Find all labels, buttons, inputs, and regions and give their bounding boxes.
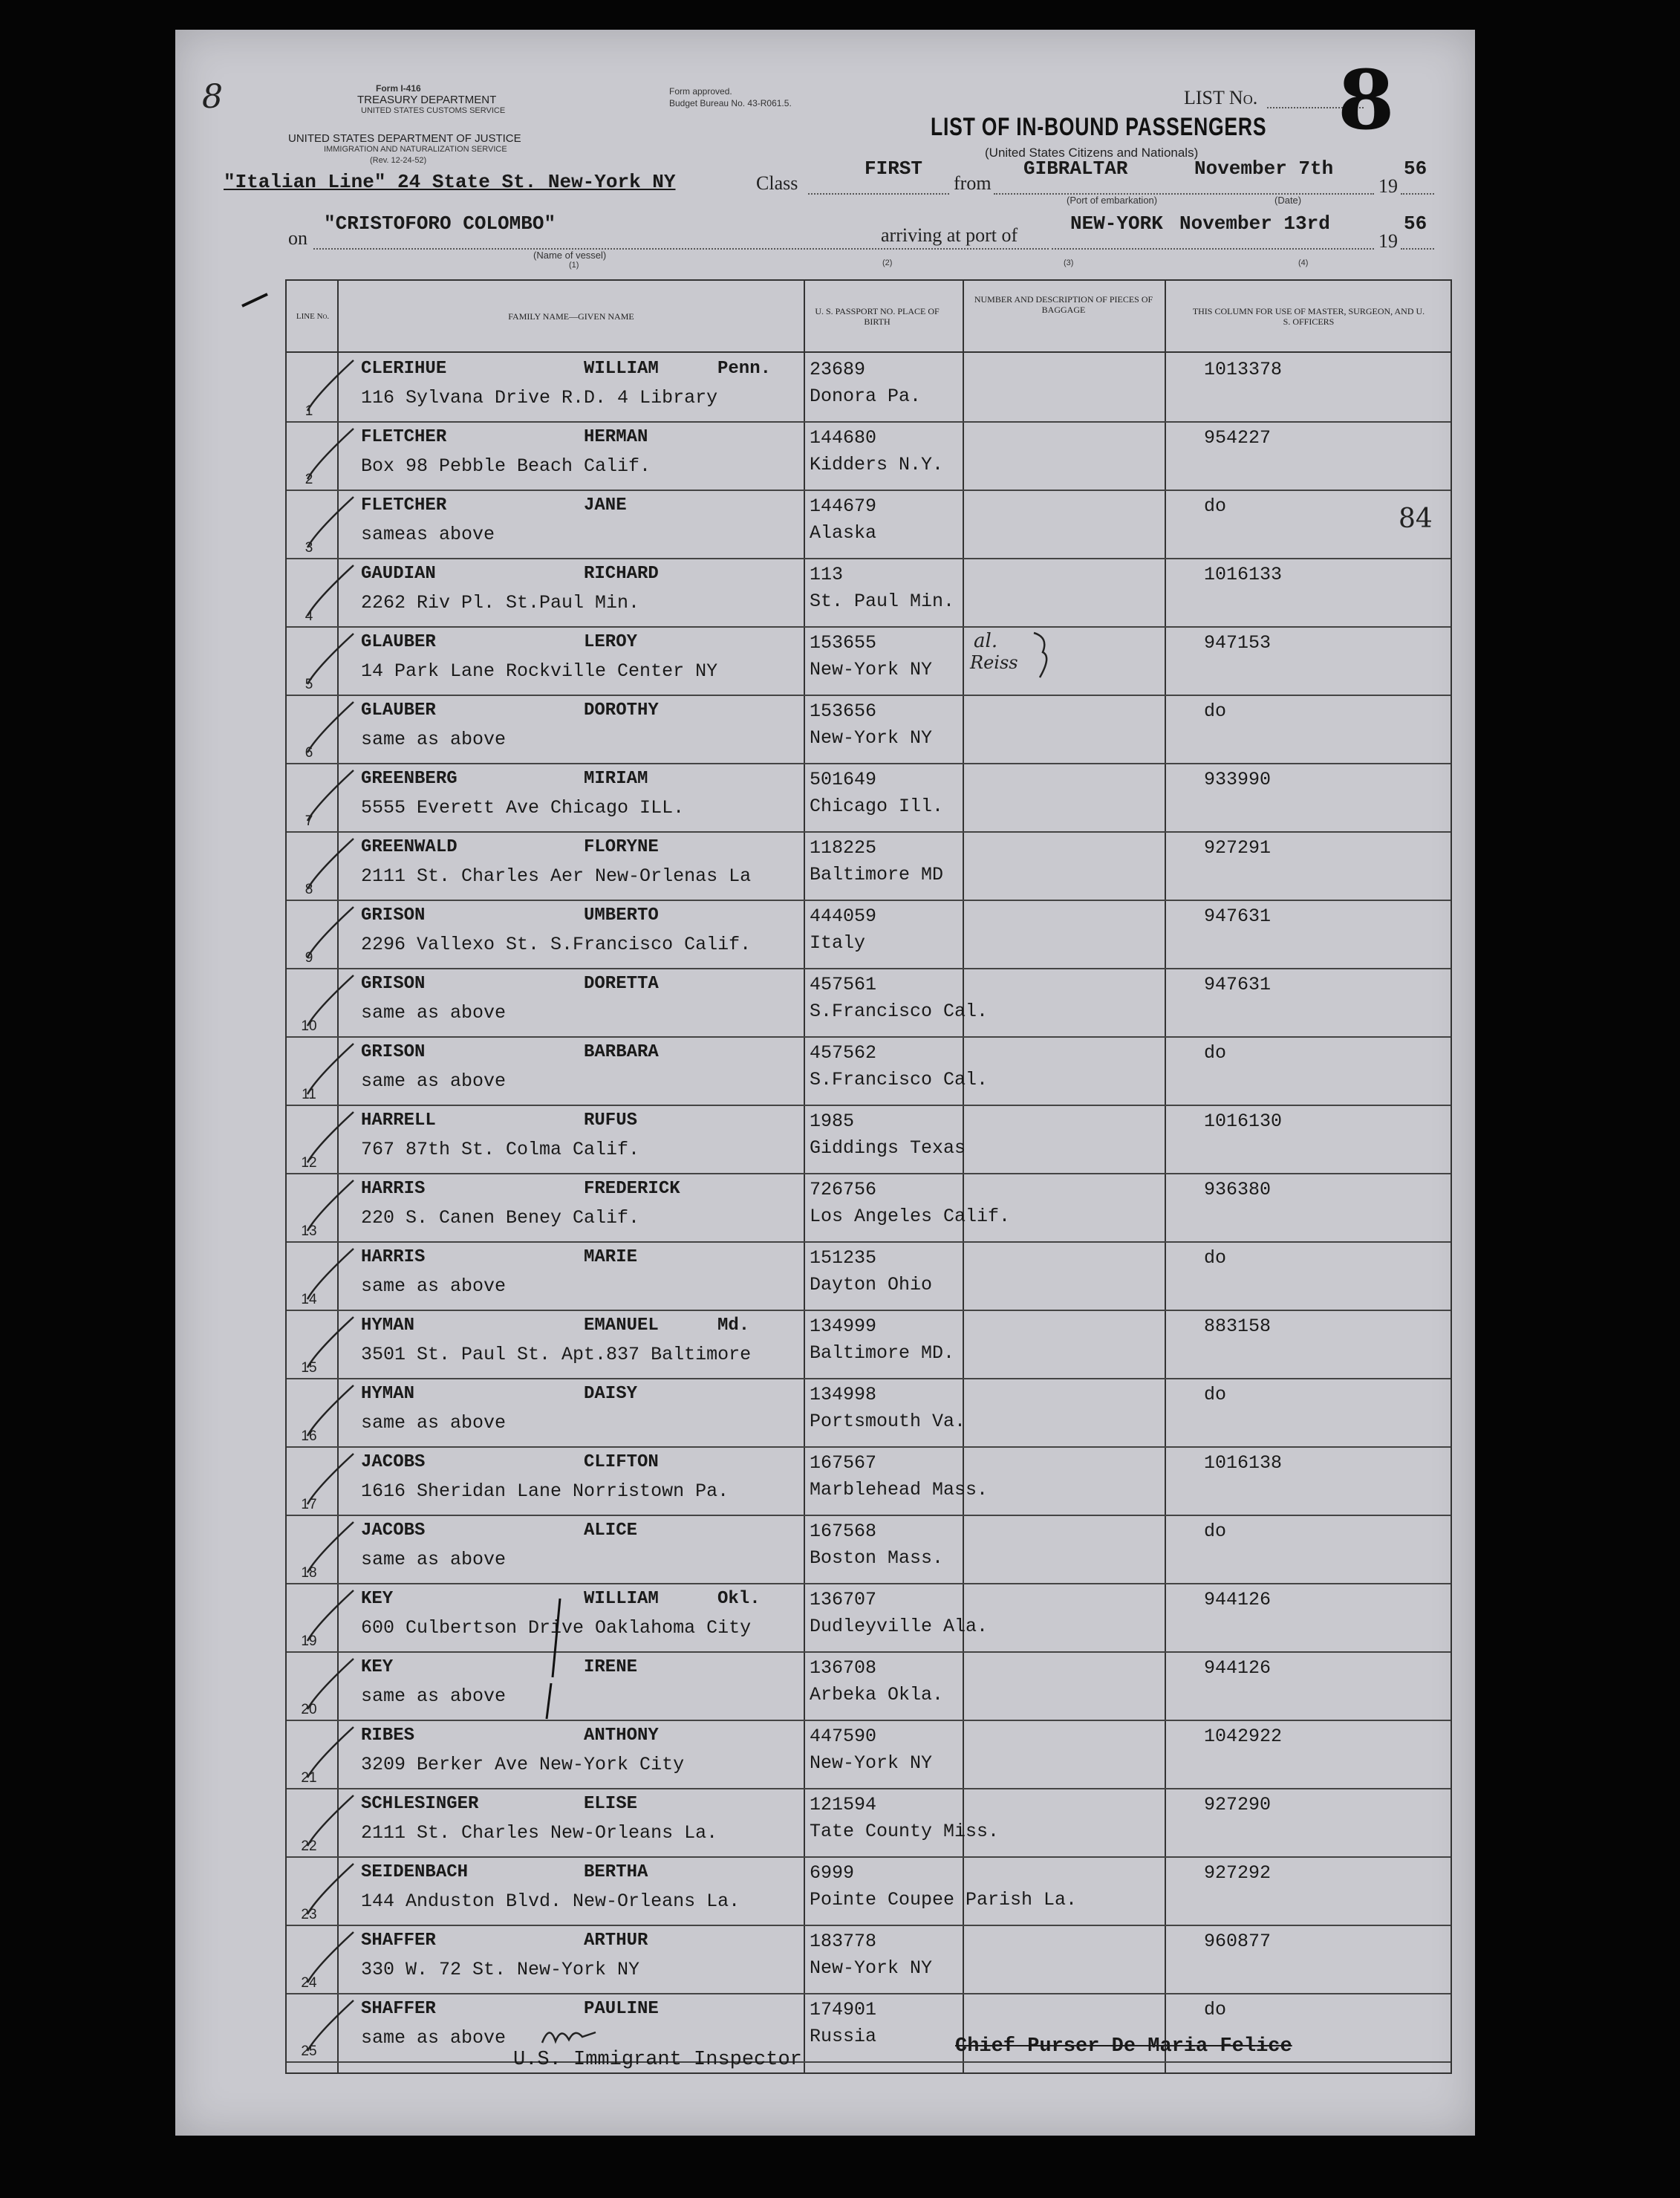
family-name: JACOBS: [361, 1452, 426, 1472]
family-name: FLETCHER: [361, 495, 447, 516]
line-number: 12: [301, 1155, 317, 1171]
line-number: 1: [305, 403, 313, 419]
column-caption-2: (2): [882, 259, 893, 267]
line-number: 25: [301, 2043, 317, 2059]
family-name: GREENWALD: [361, 837, 458, 857]
given-name: JANE: [584, 495, 627, 516]
given-name: MARIE: [584, 1247, 638, 1267]
passenger-table: [285, 279, 1452, 2074]
address: same as above: [361, 1070, 507, 1092]
given-name: ELISE: [584, 1794, 638, 1814]
table-row: [287, 1515, 1451, 1584]
family-name: SEIDENBACH: [361, 1862, 469, 1882]
place-of-birth: Kidders N.Y.: [810, 454, 944, 475]
line-number: 8: [305, 882, 313, 897]
family-name: FLETCHER: [361, 427, 447, 447]
given-name: WILLIAM: [584, 359, 659, 379]
officer-number: 936380: [1204, 1179, 1272, 1200]
key-rows-vertical-mark: [539, 1596, 569, 1722]
port-embarkation-caption: (Port of embarkation): [1067, 195, 1158, 206]
arriving-label: arriving at port of: [878, 224, 1020, 247]
given-name: UMBERTO: [584, 905, 659, 926]
page-subtitle: (United States Citizens and Nationals): [985, 146, 1199, 160]
given-name: BARBARA: [584, 1042, 659, 1062]
table-row: [287, 900, 1451, 969]
family-name: CLERIHUE: [361, 359, 447, 379]
table-row: [287, 558, 1451, 628]
officer-number: 927290: [1204, 1794, 1272, 1815]
line-number: 22: [301, 1838, 317, 1854]
port-of-embarkation: GIBRALTAR: [1023, 157, 1128, 180]
table-row: [287, 1173, 1451, 1243]
arrival-year-line: [1401, 248, 1434, 250]
place-of-birth: Giddings Texas: [810, 1137, 966, 1159]
given-name: MIRIAM: [584, 769, 648, 789]
table-row: [287, 1310, 1451, 1379]
inspector-label: U.S. Immigrant Inspector: [513, 2049, 802, 2071]
column-caption-3: (3): [1064, 259, 1074, 267]
passport-number: 1985: [810, 1111, 855, 1132]
given-name: ANTHONY: [584, 1726, 659, 1746]
line-number: 16: [301, 1428, 317, 1444]
embarkation-date: November 7th: [1194, 157, 1334, 180]
passport-number: 121594: [810, 1794, 877, 1815]
line-number: 15: [301, 1360, 317, 1376]
family-name: HARRIS: [361, 1247, 426, 1267]
place-of-birth: Arbeka Okla.: [810, 1684, 944, 1706]
line-number: 7: [305, 813, 313, 829]
family-name: GRISON: [361, 1042, 426, 1062]
address: same as above: [361, 2027, 507, 2049]
address: 14 Park Lane Rockville Center NY: [361, 660, 718, 682]
state-abbrev: Penn.: [717, 359, 772, 379]
family-name: HARRELL: [361, 1111, 436, 1131]
passport-number: 167568: [810, 1521, 877, 1542]
line-number: 14: [301, 1292, 317, 1307]
line-number: 2: [305, 472, 313, 487]
given-name: WILLIAM: [584, 1589, 659, 1609]
given-name: DAISY: [584, 1384, 638, 1404]
passport-number: 134999: [810, 1316, 877, 1337]
family-name: HARRIS: [361, 1179, 426, 1199]
officer-number: 927292: [1204, 1862, 1272, 1884]
arrival-port: NEW-YORK: [1070, 212, 1163, 235]
list-number-label: LIST No.: [1184, 87, 1258, 108]
form-number: Form I-416: [376, 83, 421, 94]
table-row: [287, 1036, 1451, 1106]
officer-number: do: [1204, 1247, 1227, 1269]
passport-number: 153656: [810, 700, 877, 722]
class-value: FIRST: [865, 157, 923, 180]
table-row: [287, 831, 1451, 901]
family-name: GLAUBER: [361, 700, 436, 721]
table-row: [287, 1788, 1451, 1858]
from-line: [994, 193, 1374, 195]
family-name: GAUDIAN: [361, 564, 436, 584]
address: 2262 Riv Pl. St.Paul Min.: [361, 592, 640, 614]
place-of-birth: Pointe Coupee Parish La.: [810, 1889, 1078, 1911]
line-number: 5: [305, 677, 313, 692]
vessel-line: [313, 248, 1049, 250]
address: 3501 St. Paul St. Apt.837 Baltimore: [361, 1344, 752, 1365]
passport-number: 726756: [810, 1179, 877, 1200]
table-row: [287, 1378, 1451, 1448]
row-5-bracket: [1029, 630, 1059, 682]
table-row: [287, 1651, 1451, 1721]
from-label: from: [954, 172, 992, 194]
row-3-margin-number: 84: [1399, 504, 1433, 534]
table-row: [287, 1446, 1451, 1516]
line-number: 9: [305, 950, 313, 966]
passport-number: 457562: [810, 1042, 877, 1064]
given-name: DORETTA: [584, 974, 659, 994]
page-title: LIST OF IN-BOUND PASSENGERS: [931, 113, 1267, 141]
family-name: HYMAN: [361, 1316, 415, 1336]
family-name: SHAFFER: [361, 1931, 436, 1951]
officer-number: 954227: [1204, 427, 1272, 449]
column-caption-4: (4): [1298, 259, 1309, 267]
place-of-birth: New-York NY: [810, 727, 933, 749]
address: 2111 St. Charles New-Orleans La.: [361, 1822, 718, 1844]
row-5-note-al: al.: [974, 630, 998, 652]
table-row: [287, 626, 1451, 696]
manifest-page: [175, 30, 1475, 2136]
officer-number: do: [1204, 495, 1227, 517]
place-of-birth: Italy: [810, 932, 866, 954]
line-number: 6: [305, 745, 313, 761]
given-name: ALICE: [584, 1521, 638, 1541]
passport-number: 136707: [810, 1589, 877, 1610]
class-line: [808, 193, 949, 195]
customs-service: UNITED STATES CUSTOMS SERVICE: [361, 106, 506, 115]
passport-number: 118225: [810, 837, 877, 859]
given-name: PAULINE: [584, 1999, 659, 2019]
justice-department: UNITED STATES DEPARTMENT OF JUSTICE: [288, 132, 521, 145]
place-of-birth: New-York NY: [810, 1957, 933, 1979]
family-name: SCHLESINGER: [361, 1794, 479, 1814]
table-row: [287, 1241, 1451, 1311]
address: same as above: [361, 1275, 507, 1297]
address: 2296 Vallexo St. S.Francisco Calif.: [361, 934, 752, 955]
officer-number: 944126: [1204, 1657, 1272, 1679]
state-abbrev: Okl.: [717, 1589, 761, 1609]
place-of-birth: Donora Pa.: [810, 386, 922, 407]
chief-purser: Chief Purser De Maria Felice: [955, 2035, 1292, 2058]
family-name: JACOBS: [361, 1521, 426, 1541]
table-row: [287, 1583, 1451, 1653]
place-of-birth: Dayton Ohio: [810, 1274, 933, 1295]
arrival-year-prefix: 19: [1378, 230, 1398, 252]
given-name: FLORYNE: [584, 837, 659, 857]
embark-year-line: [1401, 193, 1434, 195]
address: 2111 St. Charles Aer New-Orlenas La: [361, 865, 752, 887]
arrival-date: November 13rd: [1179, 212, 1330, 235]
place-of-birth: Marblehead Mass.: [810, 1479, 989, 1500]
officer-number: 1016138: [1204, 1452, 1283, 1474]
immigration-service: IMMIGRATION AND NATURALIZATION SERVICE: [324, 145, 507, 154]
officer-number: 944126: [1204, 1589, 1272, 1610]
passport-number: 144679: [810, 495, 877, 517]
officer-number: do: [1204, 1384, 1227, 1405]
treasury-department: TREASURY DEPARTMENT: [357, 94, 497, 106]
given-name: ARTHUR: [584, 1931, 648, 1951]
line-number: 10: [301, 1018, 317, 1034]
table-row: [287, 763, 1451, 833]
place-of-birth: Russia: [810, 2026, 877, 2047]
on-label: on: [288, 227, 307, 249]
shipping-line: "Italian Line" 24 State St. New-York NY: [224, 171, 676, 193]
table-row: [287, 695, 1451, 764]
row-5-note-reiss: Reiss: [970, 652, 1018, 673]
address: 3209 Berker Ave New-York City: [361, 1754, 685, 1775]
column-header-passport: U. S. PASSPORT NO. PLACE OF BIRTH: [815, 305, 940, 327]
passport-number: 134998: [810, 1384, 877, 1405]
address: 330 W. 72 St. New-York NY: [361, 1959, 640, 1980]
address: 1616 Sheridan Lane Norristown Pa.: [361, 1480, 729, 1502]
margin-tick: [241, 290, 270, 312]
family-name: RIBES: [361, 1726, 415, 1746]
line-number: 21: [301, 1770, 317, 1786]
line-number: 23: [301, 1907, 317, 1922]
address: 144 Anduston Blvd. New-Orleans La.: [361, 1890, 740, 1912]
place-of-birth: Baltimore MD: [810, 864, 944, 885]
given-name: HERMAN: [584, 427, 648, 447]
officer-number: do: [1204, 1042, 1227, 1064]
officer-number: 883158: [1204, 1316, 1272, 1337]
line-number: 17: [301, 1497, 317, 1512]
passport-number: 136708: [810, 1657, 877, 1679]
family-name: KEY: [361, 1589, 394, 1609]
passport-number: 153655: [810, 632, 877, 654]
passport-number: 501649: [810, 769, 877, 790]
family-name: GRISON: [361, 905, 426, 926]
vessel-name: "CRISTOFORO COLOMBO": [324, 212, 556, 235]
place-of-birth: Baltimore MD.: [810, 1342, 955, 1364]
form-approved: Form approved.: [669, 86, 732, 97]
table-row: [287, 1925, 1451, 1994]
arrival-line: [1052, 248, 1374, 250]
class-label: Class: [756, 172, 798, 194]
date-caption: (Date): [1274, 195, 1302, 206]
address: same as above: [361, 1002, 507, 1024]
passport-number: 23689: [810, 359, 866, 380]
officer-number: 1013378: [1204, 359, 1283, 380]
passport-number: 144680: [810, 427, 877, 449]
officer-number: 933990: [1204, 769, 1272, 790]
column-header-baggage: NUMBER AND DESCRIPTION OF PIECES OF BAGGAGE: [974, 294, 1153, 315]
line-number: 19: [301, 1633, 317, 1649]
address: 116 Sylvana Drive R.D. 4 Library: [361, 387, 718, 409]
officer-number: 947631: [1204, 905, 1272, 927]
line-number: 11: [302, 1087, 316, 1102]
table-row: [287, 421, 1451, 491]
given-name: DOROTHY: [584, 700, 659, 721]
place-of-birth: Los Angeles Calif.: [810, 1206, 1011, 1227]
place-of-birth: Tate County Miss.: [810, 1821, 1000, 1842]
budget-bureau: Budget Bureau No. 43-R061.5.: [669, 98, 792, 108]
line-number: 20: [301, 1702, 317, 1717]
arrival-year: 56: [1404, 212, 1427, 235]
passport-number: 151235: [810, 1247, 877, 1269]
column-header-line-no: LINE No.: [296, 311, 330, 321]
given-name: RICHARD: [584, 564, 659, 584]
address: same as above: [361, 1685, 507, 1707]
passport-number: 183778: [810, 1931, 877, 1952]
given-name: BERTHA: [584, 1862, 648, 1882]
officer-number: do: [1204, 1999, 1227, 2020]
line-number: 24: [301, 1975, 317, 1991]
family-name: KEY: [361, 1657, 394, 1677]
table-row: [287, 1720, 1451, 1789]
table-row: [287, 968, 1451, 1038]
place-of-birth: Alaska: [810, 522, 877, 544]
family-name: SHAFFER: [361, 1999, 436, 2019]
place-of-birth: New-York NY: [810, 1752, 933, 1774]
address: sameas above: [361, 524, 495, 545]
passport-number: 457561: [810, 974, 877, 995]
address: same as above: [361, 1549, 507, 1570]
address: same as above: [361, 729, 507, 750]
state-abbrev: Md.: [717, 1316, 750, 1336]
given-name: FREDERICK: [584, 1179, 680, 1199]
officer-number: do: [1204, 1521, 1227, 1542]
given-name: IRENE: [584, 1657, 638, 1677]
vessel-caption: (Name of vessel): [533, 250, 607, 261]
officer-number: do: [1204, 700, 1227, 722]
form-revision: (Rev. 12-24-52): [370, 156, 427, 165]
column-caption-1: (1): [569, 261, 579, 270]
line-number: 13: [301, 1223, 317, 1239]
margin-mark: 8: [202, 78, 223, 116]
family-name: GRISON: [361, 974, 426, 994]
place-of-birth: St. Paul Min.: [810, 591, 955, 612]
passport-number: 113: [810, 564, 844, 585]
officer-number: 947631: [1204, 974, 1272, 995]
table-row: [287, 1105, 1451, 1174]
line-number: 18: [301, 1565, 317, 1581]
place-of-birth: S.Francisco Cal.: [810, 1001, 989, 1022]
given-name: RUFUS: [584, 1111, 638, 1131]
passport-number: 447590: [810, 1726, 877, 1747]
address: 5555 Everett Ave Chicago ILL.: [361, 797, 685, 819]
column-header-officers: THIS COLUMN FOR USE OF MASTER, SURGEON, AND U. S. OFFICERS: [1192, 305, 1425, 327]
officer-number: 1016130: [1204, 1111, 1283, 1132]
place-of-birth: New-York NY: [810, 659, 933, 680]
officer-number: 1042922: [1204, 1726, 1283, 1747]
table-row: [287, 490, 1451, 559]
family-name: GLAUBER: [361, 632, 436, 652]
table-row: [287, 1856, 1451, 1926]
column-header-name: FAMILY NAME—GIVEN NAME: [508, 310, 634, 322]
officer-number: 960877: [1204, 1931, 1272, 1952]
given-name: EMANUEL: [584, 1316, 659, 1336]
line-number: 3: [305, 540, 313, 556]
passport-number: 174901: [810, 1999, 877, 2020]
address: 220 S. Canen Beney Calif.: [361, 1207, 640, 1229]
passport-number: 167567: [810, 1452, 877, 1474]
embark-year: 56: [1404, 157, 1427, 180]
inspector-signature-scrawl: [539, 2020, 599, 2047]
family-name: GREENBERG: [361, 769, 458, 789]
embark-year-prefix: 19: [1378, 175, 1398, 197]
place-of-birth: Portsmouth Va.: [810, 1411, 966, 1432]
officer-number: 1016133: [1204, 564, 1283, 585]
address: 600 Culbertson Drive Oaklahoma City: [361, 1617, 752, 1639]
place-of-birth: Chicago Ill.: [810, 796, 944, 817]
place-of-birth: Boston Mass.: [810, 1547, 944, 1569]
address: same as above: [361, 1412, 507, 1434]
address: 767 87th St. Colma Calif.: [361, 1139, 640, 1160]
list-number: 8: [1338, 52, 1395, 148]
place-of-birth: S.Francisco Cal.: [810, 1069, 989, 1090]
officer-number: 947153: [1204, 632, 1272, 654]
passport-number: 444059: [810, 905, 877, 927]
officer-number: 927291: [1204, 837, 1272, 859]
table-row: [287, 353, 1451, 423]
address: Box 98 Pebble Beach Calif.: [361, 455, 651, 477]
given-name: LEROY: [584, 632, 638, 652]
place-of-birth: Dudleyville Ala.: [810, 1616, 989, 1637]
line-number: 4: [305, 608, 313, 624]
passport-number: 6999: [810, 1862, 855, 1884]
given-name: CLIFTON: [584, 1452, 659, 1472]
family-name: HYMAN: [361, 1384, 415, 1404]
